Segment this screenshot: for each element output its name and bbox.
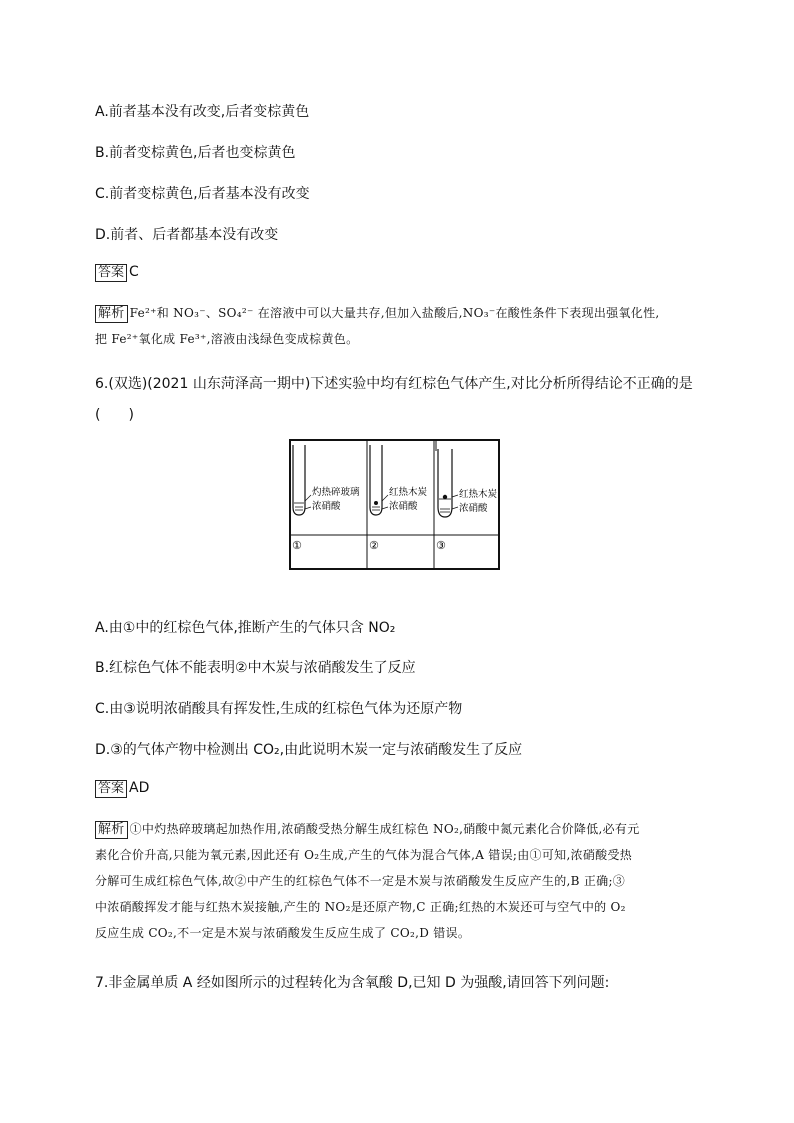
q5-explanation-line-2: 把 Fe²⁺氧化成 Fe³⁺,溶液由浅绿色变成棕黄色。 bbox=[95, 332, 359, 346]
q6-answer: AD bbox=[129, 780, 150, 796]
q6-explanation-line-4: 中浓硝酸挥发才能与红热木炭接触,产生的 NO₂是还原产物,C 正确;红热的木炭还可与空气中的 O₂ bbox=[95, 900, 626, 914]
q6-explanation-line-2: 素化合价升高,只能为氧元素,因此还有 O₂生成,产生的气体为混合气体,A 错误;由①可知,浓硝酸受热 bbox=[95, 848, 633, 862]
figure-num-1: ① bbox=[292, 539, 302, 552]
q5-explanation bbox=[95, 300, 707, 352]
tube1-label-acid: 浓硝酸 bbox=[312, 501, 341, 512]
q6-option-c: C.由③说明浓硝酸具有挥发性,生成的红棕色气体为还原产物 bbox=[95, 701, 463, 717]
q6-explanation-line-5: 反应生成 CO₂,不一定是木炭与浓硝酸发生反应生成了 CO₂,D 错误。 bbox=[95, 926, 471, 940]
q6-option-d: D.③的气体产物中检测出 CO₂,由此说明木炭一定与浓硝酸发生了反应 bbox=[95, 742, 523, 758]
q6-explanation-line-3: 分解可生成红棕色气体,故②中产生的红棕色气体不一定是木炭与浓硝酸发生反应产生的,B 正确;③ bbox=[95, 874, 626, 888]
test-tube-3 bbox=[436, 441, 458, 517]
tube2-label-acid: 浓硝酸 bbox=[389, 501, 418, 512]
q5-option-b: B.前者变棕黄色,后者也变棕黄色 bbox=[95, 145, 296, 161]
q6-stem-line-2: ( ) bbox=[95, 407, 134, 423]
test-tube-1 bbox=[293, 445, 311, 515]
q5-answer: C bbox=[129, 264, 139, 280]
tube3-label-acid: 浓硝酸 bbox=[459, 503, 488, 514]
tube2-label-charcoal: 红热木炭 bbox=[389, 487, 428, 498]
answer-tag: 答案 bbox=[95, 780, 127, 798]
answer-tag: 答案 bbox=[95, 264, 127, 282]
tube1-label-glass: 灼热碎玻璃 bbox=[312, 487, 360, 498]
q5-explanation-line-1: 解析 Fe²⁺和 NO₃⁻、SO₄²⁻ 在溶液中可以大量共存,但加入盐酸后,NO₃⁻在酸性条件下表现出强氧化性, bbox=[95, 300, 707, 326]
explain-tag: 解析 bbox=[95, 821, 128, 839]
figure-num-2: ② bbox=[369, 539, 379, 552]
q5-answer-row bbox=[95, 264, 139, 282]
q6-explanation bbox=[95, 816, 707, 946]
tube3-label-charcoal: 红热木炭 bbox=[459, 489, 498, 500]
q7-stem: 7.非金属单质 A 经如图所示的过程转化为含氧酸 D,已知 D 为强酸,请回答下列问题: bbox=[95, 975, 610, 991]
q5-option-a: A.前者基本没有改变,后者变棕黄色 bbox=[95, 104, 310, 120]
q6-answer-row bbox=[95, 780, 149, 798]
experiment-figure bbox=[289, 439, 500, 570]
q5-option-c: C.前者变棕黄色,后者基本没有改变 bbox=[95, 186, 310, 202]
q6-option-a: A.由①中的红棕色气体,推断产生的气体只含 NO₂ bbox=[95, 620, 396, 636]
test-tube-2 bbox=[370, 445, 388, 515]
q5-option-d: D.前者、后者都基本没有改变 bbox=[95, 227, 279, 243]
q6-stem-line-1: 6.(双选)(2021 山东菏泽高一期中)下述实验中均有红棕色气体产生,对比分析所得结论不正确的是 bbox=[95, 376, 693, 392]
figure-num-3: ③ bbox=[436, 539, 446, 552]
explain-tag: 解析 bbox=[95, 305, 128, 323]
q6-option-b: B.红棕色气体不能表明②中木炭与浓硝酸发生了反应 bbox=[95, 660, 416, 676]
experiment-diagram bbox=[289, 439, 500, 570]
q6-explanation-line-1: 解析 ①中灼热碎玻璃起加热作用,浓硝酸受热分解生成红棕色 NO₂,硝酸中氮元素化合价降低,必有元 bbox=[95, 816, 707, 842]
